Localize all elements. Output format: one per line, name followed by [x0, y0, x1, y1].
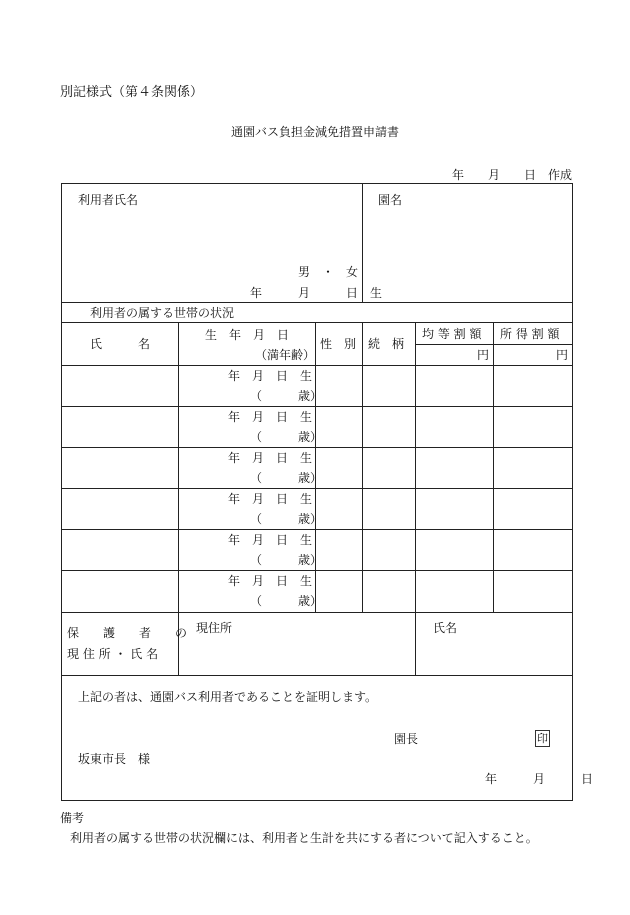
- divider: [415, 344, 573, 345]
- divider: [61, 529, 573, 530]
- document-title: 通園バス負担金減免措置申請書: [230, 125, 399, 139]
- divider: [61, 675, 573, 676]
- divider: [61, 488, 573, 489]
- divider: [61, 406, 573, 407]
- divider: [178, 322, 179, 612]
- notes-text: 利用者の属する世帯の状況欄には、利用者と生計を共にする者について記入すること。: [70, 831, 538, 845]
- household-section-label: 利用者の属する世帯の状況: [90, 306, 235, 320]
- guardian-name-label: 氏名: [433, 621, 458, 635]
- table-top-border: [61, 183, 573, 184]
- form-label: 別記様式（第４条関係）: [60, 85, 204, 100]
- row-age: （ 歳）: [250, 594, 323, 608]
- row-age: （ 歳）: [250, 389, 323, 403]
- principal-label: 園長: [394, 732, 419, 746]
- row-birth: 年 月 日 生: [228, 410, 313, 424]
- col-name-header: 氏 名: [90, 337, 151, 351]
- row-birth: 年 月 日 生: [228, 492, 313, 506]
- divider: [61, 302, 573, 303]
- seal-stamp-icon: 印: [537, 732, 548, 745]
- row-age: （ 歳）: [250, 471, 323, 485]
- row-age: （ 歳）: [250, 430, 323, 444]
- divider: [61, 612, 573, 613]
- guardian-label-line2: 現 住 所 ・ 氏 名: [67, 647, 159, 661]
- row-age: （ 歳）: [250, 553, 323, 567]
- kindergarten-name-label: 園名: [378, 193, 403, 207]
- gender-selector[interactable]: 男 ・ 女: [298, 265, 359, 279]
- col-sex-header: 性 別: [320, 337, 357, 351]
- guardian-label-line1: 保 護 者 の: [67, 626, 188, 640]
- certification-text: 上記の者は、通園バス利用者であることを証明します。: [78, 690, 378, 704]
- notes-title: 備考: [60, 811, 85, 825]
- col-relation-header: 続 柄: [368, 337, 405, 351]
- divider: [415, 612, 416, 675]
- guardian-address-label: 現住所: [196, 621, 233, 635]
- unit-yen: 円: [477, 348, 490, 362]
- divider: [178, 612, 179, 675]
- divider: [362, 183, 363, 302]
- row-birth: 年 月 日 生: [228, 451, 313, 465]
- divider: [61, 322, 573, 323]
- applicant-birth-date: 年 月 日 生: [250, 286, 383, 300]
- certification-date: 年 月 日: [485, 772, 594, 786]
- unit-yen: 円: [556, 348, 569, 362]
- col-birth-header: 生 年 月 日: [205, 328, 290, 342]
- addressee: 坂東市長 様: [78, 752, 151, 766]
- created-date: 年 月 日 作成: [451, 168, 572, 182]
- divider: [61, 447, 573, 448]
- divider: [315, 322, 316, 612]
- row-birth: 年 月 日 生: [228, 369, 313, 383]
- col-equal-share-header: 均 等 割 額: [422, 327, 482, 341]
- table-left-border: [61, 183, 62, 801]
- table-bottom-border: [61, 800, 573, 801]
- divider: [415, 322, 416, 612]
- col-age-header: （満年齢）: [255, 348, 316, 362]
- row-age: （ 歳）: [250, 512, 323, 526]
- divider: [493, 322, 494, 612]
- table-right-border: [572, 183, 573, 801]
- row-birth: 年 月 日 生: [228, 533, 313, 547]
- divider: [61, 570, 573, 571]
- row-birth: 年 月 日 生: [228, 574, 313, 588]
- col-income-share-header: 所 得 割 額: [500, 327, 560, 341]
- divider: [61, 365, 573, 366]
- applicant-name-label: 利用者氏名: [78, 193, 139, 207]
- divider: [362, 322, 363, 612]
